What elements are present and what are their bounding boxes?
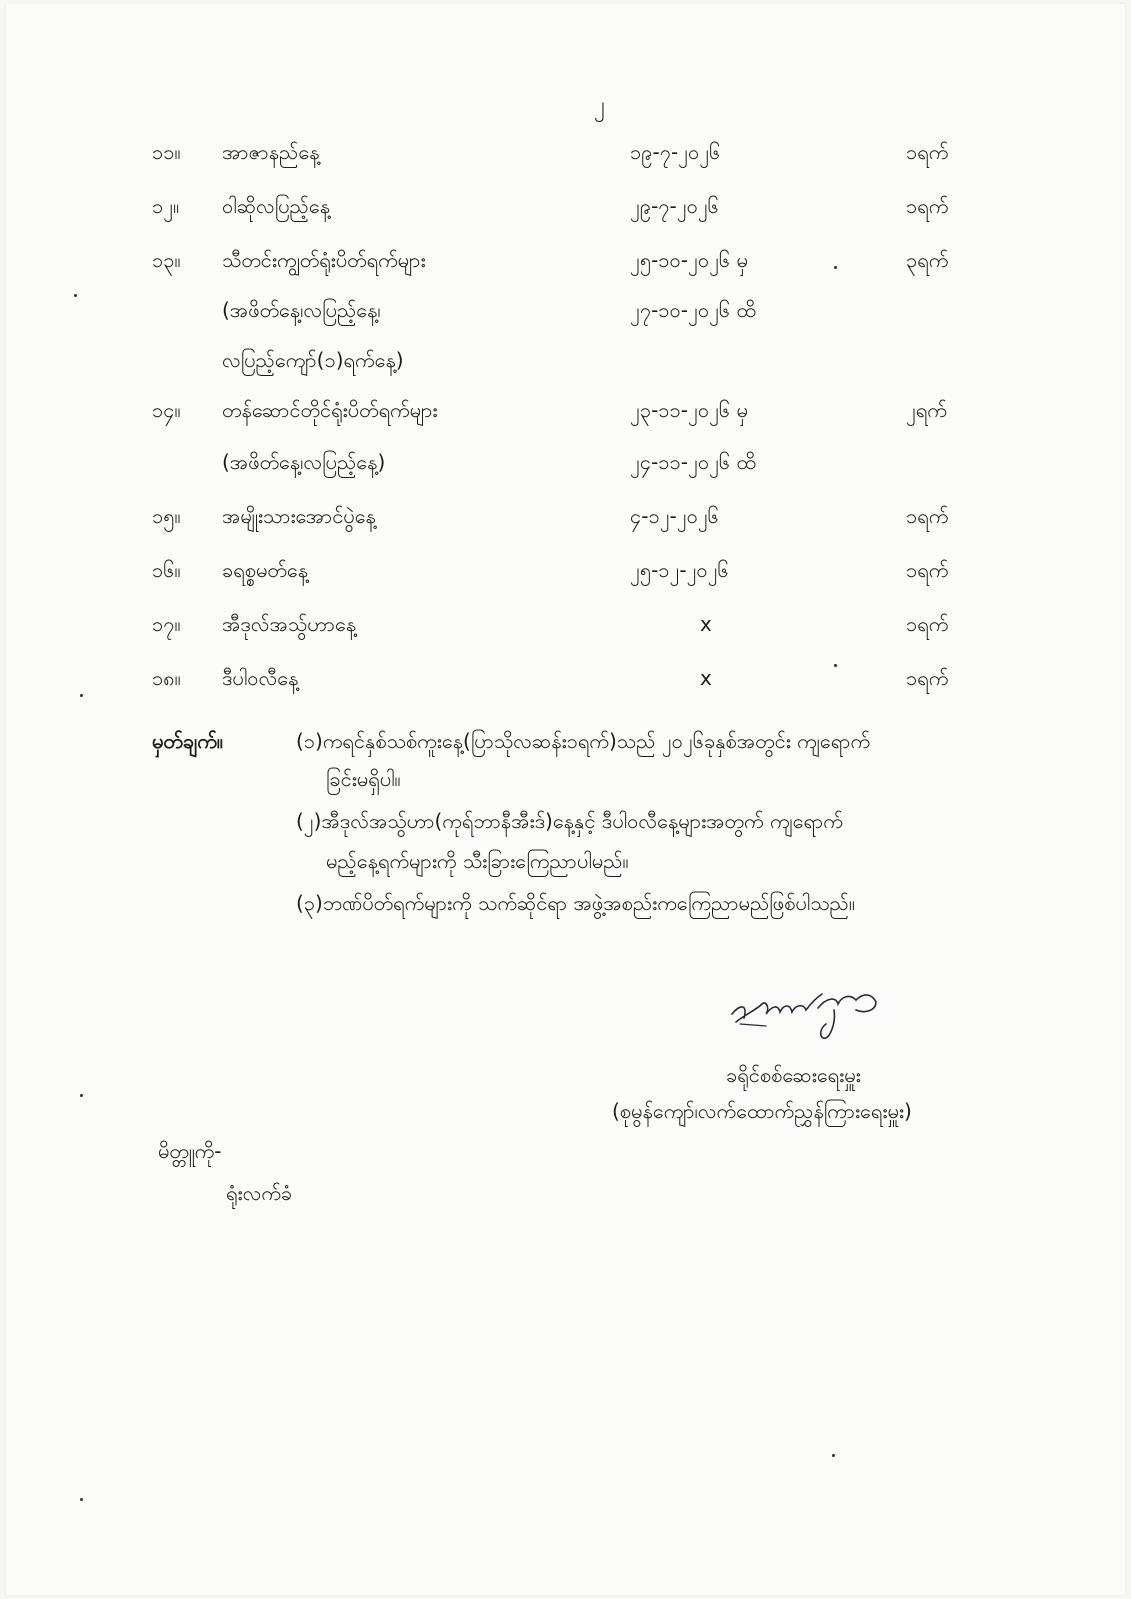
holiday-days: ၁ရက် (906, 612, 949, 636)
notes-heading: မှတ်ချက်။ (152, 729, 223, 753)
row-number: ၁၃။ (152, 248, 181, 272)
row-number: ၁၄။ (152, 398, 181, 422)
holiday-name: အမျိုးသားအောင်ပွဲနေ့ (222, 504, 376, 528)
holiday-date: ၁၉-၇-၂၀၂၆ (630, 140, 721, 164)
holiday-name: တန်ဆောင်တိုင်ရုံးပိတ်ရက်များ (222, 398, 438, 422)
holiday-days: ၁ရက် (906, 666, 949, 690)
paper-speck (80, 694, 83, 697)
holiday-name: (အဖိတ်နေ့၊လပြည့်နေ့) (222, 450, 386, 474)
signature-block (586, 974, 1026, 1134)
handwritten-signature (726, 974, 886, 1054)
holiday-date: ၂၇-၁၀-၂၀၂၆ ထိ (630, 298, 756, 322)
paper-speck (834, 266, 837, 269)
holiday-date: ၂၅-၁၀-၂၀၂၆ မှ (630, 248, 748, 272)
copy-to-recipient: ရုံးလက်ခံ (226, 1181, 293, 1205)
holiday-days: ၁ရက် (906, 504, 949, 528)
row-number: ၁၁။ (152, 140, 181, 164)
row-number: ၁၅။ (152, 504, 181, 528)
note-item-continuation: မည့်နေ့ရက်များကို သီးခြားကြေညာပါမည်။ (326, 849, 629, 873)
holiday-name: သီတင်းကျွတ်ရုံးပိတ်ရက်များ (222, 248, 426, 272)
note-item: (၃)ဘဏ်ပိတ်ရက်များကို သက်ဆိုင်ရာ အဖွဲ့အစည်းကကြေညာမည်ဖြစ်ပါသည်။ (296, 891, 855, 915)
holiday-date: ၂၄-၁၁-၂၀၂၆ ထိ (630, 450, 756, 474)
holiday-date: ၂၅-၁၂-၂၀၂၆ (630, 558, 729, 582)
note-item-continuation: ခြင်းမရှိပါ။ (326, 767, 401, 791)
paper-speck (834, 664, 837, 667)
signatory-position: ခရိုင်စစ်ဆေးရေးမှူး (726, 1063, 861, 1087)
holiday-name: လပြည့်ကျော်(၁)ရက်နေ့) (222, 348, 404, 372)
holiday-name: (အဖိတ်နေ့၊လပြည့်နေ့၊ (222, 298, 381, 322)
page-number: ၂ (594, 93, 605, 118)
row-number: ၁၆။ (152, 558, 181, 582)
holiday-days: ၁ရက် (906, 558, 949, 582)
copy-to-label: မိတ္တူကို- (158, 1139, 222, 1163)
holiday-date: ၄-၁၂-၂၀၂၆ (630, 504, 719, 528)
paper-speck (74, 294, 77, 297)
holiday-name: အီဒုလ်အသွ်ဟာနေ့ (222, 612, 357, 636)
note-item: (၂)အီဒုလ်အသွ်ဟာ(ကုရ်ဘာနီအီးဒ်)နေ့နှင့် ဒီပါဝလီနေ့များအတွက် ကျရောက် (296, 809, 843, 833)
holiday-name: ခရစ္စမတ်နေ့ (222, 558, 309, 582)
holiday-name: ဒီပါဝလီနေ့ (222, 666, 299, 690)
holiday-days: ၁ရက် (906, 140, 949, 164)
document-page (6, 4, 1125, 1595)
row-number: ၁၇။ (152, 612, 181, 636)
holiday-date: x (700, 612, 712, 636)
row-number: ၁၈။ (152, 666, 181, 690)
holiday-date: ၂၃-၁၁-၂၀၂၆ မှ (630, 398, 748, 422)
holiday-days: ၃ရက် (906, 248, 949, 272)
holiday-days: ၂ရက် (906, 398, 947, 422)
paper-speck (80, 1094, 83, 1097)
row-number: ၁၂။ (152, 194, 180, 218)
holiday-days: ၁ရက် (906, 194, 949, 218)
holiday-date: ၂၉-၇-၂၀၂၆ (630, 194, 719, 218)
holiday-name: အာဇာနည်နေ့ (222, 140, 320, 164)
holiday-date: x (700, 666, 712, 690)
paper-speck (832, 1454, 835, 1457)
note-item: (၁)ကရင်နှစ်သစ်ကူးနေ့(ပြာသိုလဆန်း၁ရက်)သည် ၂၀၂၆ခုနှစ်အတွင်း ကျရောက် (296, 729, 871, 753)
holiday-name: ဝါဆိုလပြည့်နေ့ (222, 194, 331, 218)
paper-speck (80, 1498, 83, 1501)
signatory-name-title: (စုမွန်ကျော်၊လက်ထောက်ညွှန်ကြားရေးမှူး) (612, 1099, 912, 1123)
